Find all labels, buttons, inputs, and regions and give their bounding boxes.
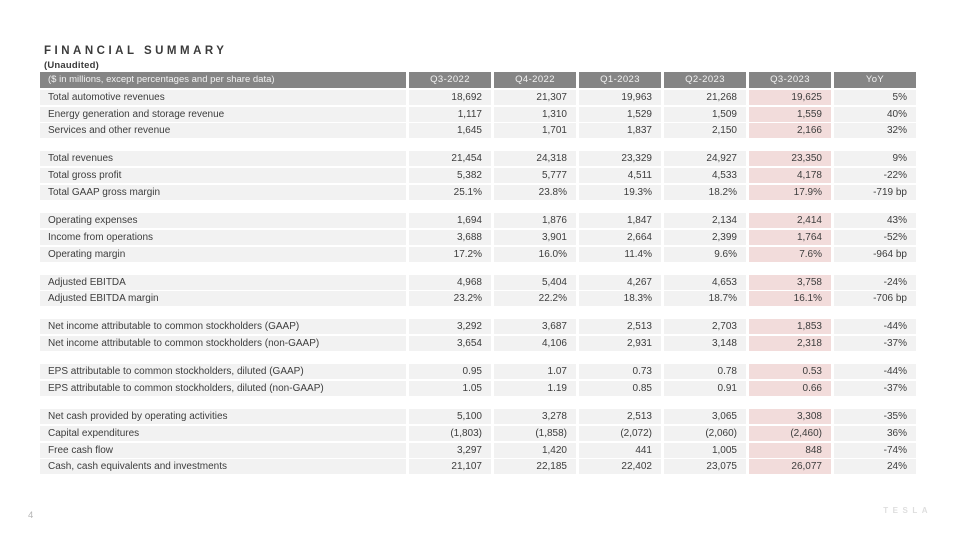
row-label: Total gross profit [40, 168, 406, 183]
cell-value: 3,758 [749, 275, 831, 290]
row-label: Total revenues [40, 151, 406, 166]
cell-value: 22,402 [579, 459, 661, 474]
cell-value: 2,166 [749, 123, 831, 138]
cell-value: 1,005 [664, 443, 746, 458]
cell-value: (1,858) [494, 426, 576, 441]
cell-value: (1,803) [409, 426, 491, 441]
cell-value: 17.9% [749, 185, 831, 200]
column-header-q1-2023: Q1-2023 [579, 72, 661, 88]
cell-yoy: -706 bp [834, 291, 916, 306]
table-header-row [40, 72, 916, 88]
cell-value: 0.53 [749, 364, 831, 379]
page-subtitle: (Unaudited) [44, 60, 99, 71]
table-row [40, 90, 916, 105]
cell-value: 4,653 [664, 275, 746, 290]
table-body [40, 90, 916, 475]
page-title: FINANCIAL SUMMARY [44, 45, 228, 57]
cell-value: 0.95 [409, 364, 491, 379]
tesla-wordmark: TESLA [883, 506, 932, 515]
cell-yoy: 36% [834, 426, 916, 441]
cell-value: (2,072) [579, 426, 661, 441]
cell-value: 23,075 [664, 459, 746, 474]
table-section [40, 90, 916, 139]
row-label: Energy generation and storage revenue [40, 107, 406, 122]
cell-value: 1.07 [494, 364, 576, 379]
cell-value: 26,077 [749, 459, 831, 474]
cell-value: 2,931 [579, 336, 661, 351]
cell-yoy: 43% [834, 213, 916, 228]
cell-yoy: 24% [834, 459, 916, 474]
cell-value: 1.19 [494, 381, 576, 396]
cell-value: 4,106 [494, 336, 576, 351]
column-header-q3-2023: Q3-2023 [749, 72, 831, 88]
cell-value: 2,318 [749, 336, 831, 351]
cell-yoy: -964 bp [834, 247, 916, 262]
table-row [40, 336, 916, 351]
cell-value: 3,297 [409, 443, 491, 458]
cell-value: 3,148 [664, 336, 746, 351]
cell-value: 22.2% [494, 291, 576, 306]
row-label: Adjusted EBITDA margin [40, 291, 406, 306]
cell-value: 1,853 [749, 319, 831, 334]
cell-value: 19.3% [579, 185, 661, 200]
cell-value: 11.4% [579, 247, 661, 262]
cell-value: 18.3% [579, 291, 661, 306]
cell-value: 4,267 [579, 275, 661, 290]
table-row [40, 185, 916, 200]
row-label: Operating margin [40, 247, 406, 262]
cell-value: 18,692 [409, 90, 491, 105]
cell-yoy: -37% [834, 381, 916, 396]
cell-value: 23,350 [749, 151, 831, 166]
cell-yoy: -52% [834, 230, 916, 245]
row-label: Services and other revenue [40, 123, 406, 138]
cell-value: 3,901 [494, 230, 576, 245]
cell-value: 1,509 [664, 107, 746, 122]
table-row [40, 107, 916, 122]
table-section [40, 151, 916, 200]
cell-value: 3,292 [409, 319, 491, 334]
cell-value: 0.91 [664, 381, 746, 396]
cell-value: 23.2% [409, 291, 491, 306]
cell-value: 22,185 [494, 459, 576, 474]
cell-yoy: 9% [834, 151, 916, 166]
cell-value: 2,513 [579, 319, 661, 334]
table-row [40, 247, 916, 262]
table-section [40, 275, 916, 307]
cell-value: 4,511 [579, 168, 661, 183]
cell-yoy: -37% [834, 336, 916, 351]
column-header-yoy: YoY [834, 72, 916, 88]
column-header-q2-2023: Q2-2023 [664, 72, 746, 88]
cell-value: 2,664 [579, 230, 661, 245]
row-label: Net income attributable to common stockholders (non-GAAP) [40, 336, 406, 351]
row-label: Total GAAP gross margin [40, 185, 406, 200]
cell-value: 2,513 [579, 409, 661, 424]
cell-value: 23.8% [494, 185, 576, 200]
table-row [40, 381, 916, 396]
row-label: Net income attributable to common stockholders (GAAP) [40, 319, 406, 334]
table-row [40, 319, 916, 334]
table-row [40, 364, 916, 379]
cell-value: 3,065 [664, 409, 746, 424]
table-row [40, 275, 916, 290]
cell-value: 21,307 [494, 90, 576, 105]
column-header-label: ($ in millions, except percentages and per share data) [40, 72, 406, 88]
cell-yoy: -44% [834, 364, 916, 379]
cell-value: 1,764 [749, 230, 831, 245]
cell-value: 441 [579, 443, 661, 458]
cell-value: 19,625 [749, 90, 831, 105]
cell-value: 2,150 [664, 123, 746, 138]
cell-value: 1,310 [494, 107, 576, 122]
cell-value: 16.1% [749, 291, 831, 306]
cell-value: 16.0% [494, 247, 576, 262]
table-row [40, 426, 916, 441]
cell-value: 1,876 [494, 213, 576, 228]
cell-yoy: 40% [834, 107, 916, 122]
cell-value: 21,454 [409, 151, 491, 166]
cell-value: 5,404 [494, 275, 576, 290]
cell-value: 1,701 [494, 123, 576, 138]
row-label: EPS attributable to common stockholders, diluted (non-GAAP) [40, 381, 406, 396]
column-header-q4-2022: Q4-2022 [494, 72, 576, 88]
column-header-q3-2022: Q3-2022 [409, 72, 491, 88]
cell-yoy: -719 bp [834, 185, 916, 200]
row-label: Operating expenses [40, 213, 406, 228]
cell-yoy: 32% [834, 123, 916, 138]
table-row [40, 151, 916, 166]
cell-yoy: -74% [834, 443, 916, 458]
cell-yoy: -22% [834, 168, 916, 183]
cell-value: 1.05 [409, 381, 491, 396]
cell-yoy: -35% [834, 409, 916, 424]
cell-value: 1,559 [749, 107, 831, 122]
row-label: Income from operations [40, 230, 406, 245]
financial-summary-table [40, 72, 916, 474]
row-label: Adjusted EBITDA [40, 275, 406, 290]
cell-value: 21,107 [409, 459, 491, 474]
cell-value: 3,654 [409, 336, 491, 351]
cell-value: 21,268 [664, 90, 746, 105]
cell-value: 1,420 [494, 443, 576, 458]
table-row [40, 230, 916, 245]
cell-value: 2,399 [664, 230, 746, 245]
table-row [40, 168, 916, 183]
cell-value: 5,382 [409, 168, 491, 183]
cell-value: 4,968 [409, 275, 491, 290]
row-label: Total automotive revenues [40, 90, 406, 105]
cell-value: 1,847 [579, 213, 661, 228]
table-row [40, 443, 916, 458]
cell-value: 3,278 [494, 409, 576, 424]
cell-value: 2,134 [664, 213, 746, 228]
cell-value: 24,318 [494, 151, 576, 166]
row-label: Capital expenditures [40, 426, 406, 441]
cell-value: 3,688 [409, 230, 491, 245]
table-row [40, 459, 916, 474]
cell-value: 3,687 [494, 319, 576, 334]
cell-value: 3,308 [749, 409, 831, 424]
cell-value: 0.85 [579, 381, 661, 396]
table-row [40, 409, 916, 424]
page-number: 4 [28, 510, 34, 521]
cell-value: 2,414 [749, 213, 831, 228]
cell-value: (2,460) [749, 426, 831, 441]
cell-yoy: 5% [834, 90, 916, 105]
cell-value: 4,533 [664, 168, 746, 183]
cell-value: 19,963 [579, 90, 661, 105]
table-row [40, 213, 916, 228]
cell-yoy: -24% [834, 275, 916, 290]
row-label: Cash, cash equivalents and investments [40, 459, 406, 474]
cell-value: (2,060) [664, 426, 746, 441]
cell-value: 0.66 [749, 381, 831, 396]
cell-value: 4,178 [749, 168, 831, 183]
cell-value: 1,645 [409, 123, 491, 138]
cell-value: 1,837 [579, 123, 661, 138]
cell-value: 24,927 [664, 151, 746, 166]
cell-value: 1,117 [409, 107, 491, 122]
table-section [40, 319, 916, 351]
cell-value: 18.7% [664, 291, 746, 306]
cell-value: 7.6% [749, 247, 831, 262]
row-label: EPS attributable to common stockholders, diluted (GAAP) [40, 364, 406, 379]
cell-value: 23,329 [579, 151, 661, 166]
cell-value: 1,694 [409, 213, 491, 228]
cell-value: 0.78 [664, 364, 746, 379]
row-label: Net cash provided by operating activities [40, 409, 406, 424]
cell-value: 9.6% [664, 247, 746, 262]
cell-value: 2,703 [664, 319, 746, 334]
table-row [40, 291, 916, 306]
table-section [40, 213, 916, 262]
table-section [40, 409, 916, 474]
cell-value: 848 [749, 443, 831, 458]
table-row [40, 123, 916, 138]
cell-value: 5,100 [409, 409, 491, 424]
cell-value: 17.2% [409, 247, 491, 262]
row-label: Free cash flow [40, 443, 406, 458]
table-section [40, 364, 916, 396]
cell-value: 1,529 [579, 107, 661, 122]
cell-value: 5,777 [494, 168, 576, 183]
cell-value: 25.1% [409, 185, 491, 200]
cell-value: 18.2% [664, 185, 746, 200]
cell-yoy: -44% [834, 319, 916, 334]
cell-value: 0.73 [579, 364, 661, 379]
